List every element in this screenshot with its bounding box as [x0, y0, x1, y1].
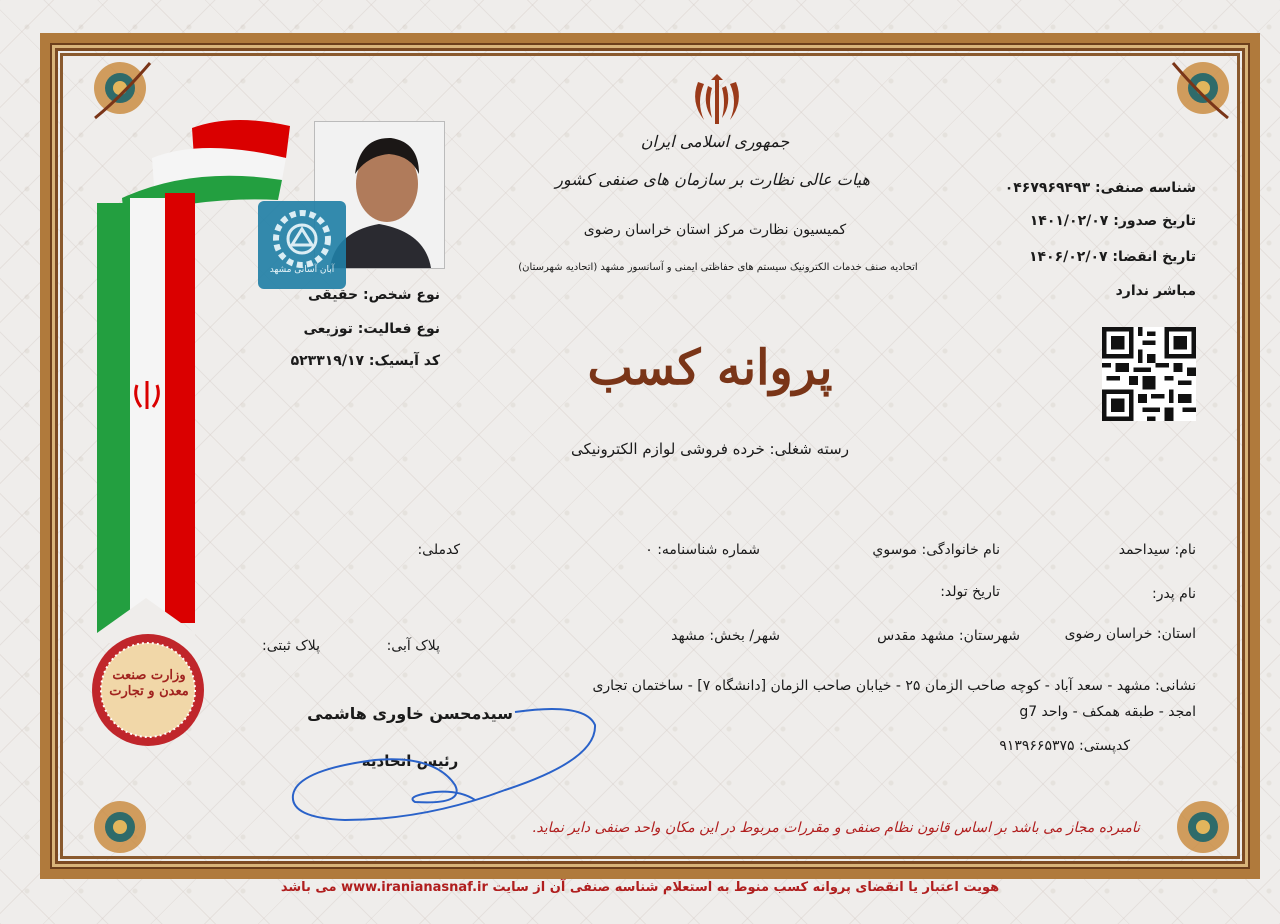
- union-stamp: [258, 201, 346, 289]
- corner-ornament-icon: [1138, 762, 1233, 857]
- issue-date-label: تاریخ صدور:: [1113, 213, 1196, 229]
- business-id-label: شناسه صنفی:: [1095, 180, 1196, 196]
- page-title: پروانه کسب: [587, 340, 833, 396]
- qr-code-icon[interactable]: [1102, 327, 1196, 421]
- expiry-date-label: تاریخ انقضا:: [1112, 249, 1196, 265]
- field-father: نام پدر:: [1151, 586, 1196, 602]
- expiry-date: [1000, 249, 1196, 265]
- field-name: نام: سیداحمد: [1118, 542, 1196, 558]
- field-id-number: شماره شناسنامه: ۰: [645, 542, 760, 558]
- flag-ribbon-icon: [92, 108, 297, 643]
- issue-date: [1000, 213, 1196, 229]
- gear-stamp-icon: [258, 201, 346, 289]
- field-birth-date: تاریخ تولد:: [940, 584, 1000, 600]
- field-address: نشانی: مشهد - سعد آباد - کوچه صاحب الزمان ۲۵ - خیابان صاحب الزمان [دانشگاه ۷] - ساختمان تجاری: [592, 678, 1196, 694]
- header-union: اتحادیه صنف خدمات الکترونیک سیستم های حفاظتی ایمنی و آسانسور مشهد (اتحادیه شهرستان): [518, 262, 918, 273]
- field-plate-registration: پلاک ثبتی:: [262, 638, 320, 654]
- field-address-line2: امجد - طبقه همکف - واحد g7: [1019, 704, 1196, 720]
- header-board: هیات عالی نظارت بر سازمان های صنفی کشور: [555, 170, 870, 189]
- signatory-name: سیدمحسن خاوری هاشمی: [307, 704, 513, 723]
- field-postal-code: کدپستی: ۹۱۳۹۶۶۵۳۷۵: [999, 738, 1130, 754]
- field-family: نام خانوادگی: موسوي: [872, 542, 1000, 558]
- field-plate-blue: پلاک آبی:: [386, 638, 440, 654]
- union-stamp-text: آبان آسانی مشهد: [269, 265, 335, 275]
- business-id-value: ۰۴۶۷۹۶۹۴۹۳: [1004, 180, 1091, 196]
- field-county: شهرستان: مشهد مقدس: [877, 628, 1020, 644]
- ministry-seal-text: وزارت صنعت معدن و تجارت: [109, 668, 189, 699]
- iran-emblem-icon: [688, 72, 746, 128]
- verification-note: هویت اعتبار یا انقضای پروانه کسب منوط به استعلام شناسه صنفی آن از سایت www.iranianasnaf.ir می باشد: [280, 880, 1000, 895]
- legal-note: نامبرده مجاز می باشد بر اساس قانون نظام صنفی و مقررات مربوط در این مکان واحد صنفی دایر نماید.: [531, 820, 1140, 836]
- manager-status: مباشر ندارد: [1115, 283, 1196, 299]
- issue-date-value: ۱۴۰۱/۰۲/۰۷: [1029, 213, 1109, 229]
- corner-ornament-icon: [90, 762, 185, 857]
- activity-type: نوع فعالیت: توزیعی: [303, 321, 440, 337]
- field-city: شهر/ بخش: مشهد: [671, 628, 780, 644]
- field-national-code: کدملی:: [417, 542, 460, 558]
- person-type: نوع شخص: حقیقی: [307, 287, 440, 303]
- job-category: رسته شغلی: خرده فروشی لوازم الکترونیکی: [571, 440, 849, 458]
- business-id: [1000, 180, 1196, 196]
- header-commission: کمیسیون نظارت مرکز استان خراسان رضوی: [583, 222, 847, 238]
- header-country: جمهوری اسلامی ایران: [640, 132, 790, 151]
- field-province: استان: خراسان رضوی: [1064, 626, 1196, 642]
- signature-scribble-icon: [285, 700, 605, 830]
- corner-ornament-icon: [1138, 58, 1233, 153]
- expiry-date-value: ۱۴۰۶/۰۲/۰۷: [1028, 249, 1108, 265]
- signatory-role: رئیس اتحادیه: [361, 752, 459, 770]
- isic-code: کد آیسیک: ۵۲۳۳۱۹/۱۷: [290, 353, 440, 369]
